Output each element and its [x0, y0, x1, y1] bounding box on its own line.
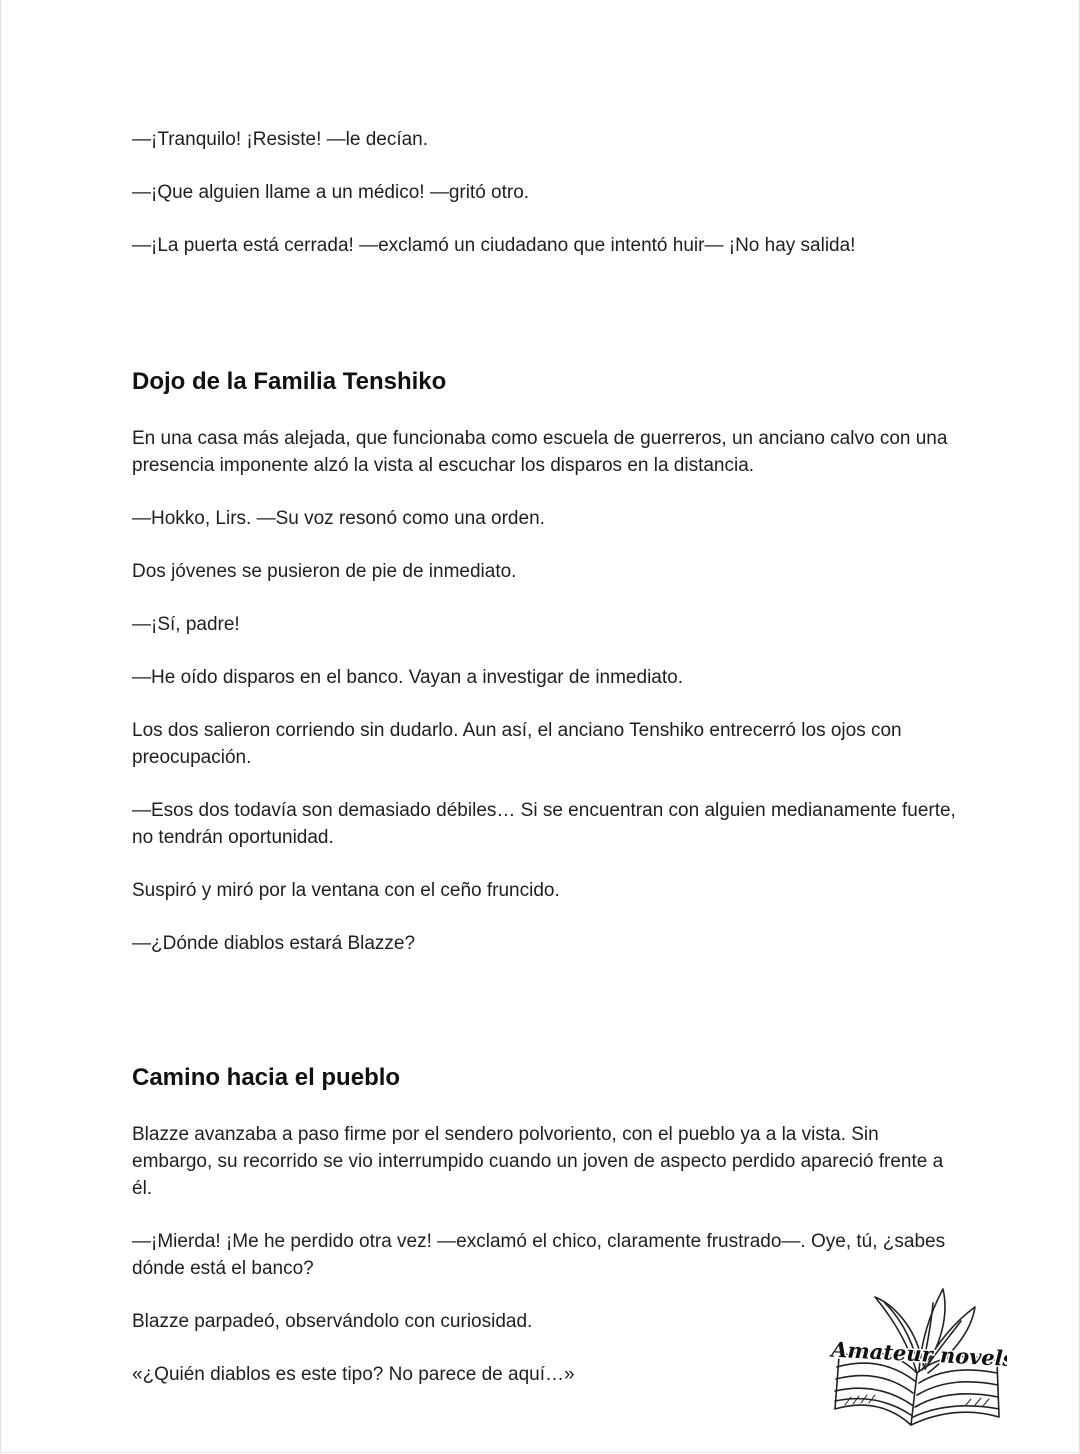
section-heading-camino: Camino hacia el pueblo	[132, 1064, 401, 1091]
paragraph: Los dos salieron corriendo sin dudarlo. Aun así, el anciano Tenshiko entrecerró los ojos con preocupación.	[132, 720, 902, 768]
paragraph: Blazze avanzaba a paso firme por el sendero polvoriento, con el pueblo ya a la vista. Sin embargo, su recorrido se vio interrumpido cuando un joven de aspecto perdido apareció frente a él.	[132, 1124, 944, 1199]
watermark-text: Amateur novels	[830, 1336, 1007, 1372]
paragraph: —¿Dónde diablos estará Blazze?	[132, 933, 416, 954]
paragraph: Dos jóvenes se pusieron de pie de inmediato.	[132, 561, 517, 582]
paragraph: —¡Que alguien llame a un médico! —gritó otro.	[132, 182, 530, 203]
watermark-logo	[825, 1277, 1007, 1437]
paragraph: —¡Sí, padre!	[132, 614, 240, 635]
paragraph: —¡Tranquilo! ¡Resiste! —le decían.	[132, 129, 429, 150]
open-book-icon	[825, 1277, 1007, 1437]
paragraph: En una casa más alejada, que funcionaba como escuela de guerreros, un anciano calvo con una presencia imponente alzó la vista al escuchar los disparos en la distancia.	[132, 428, 948, 476]
paragraph: Blazze parpadeó, observándolo con curiosidad.	[132, 1311, 533, 1332]
paragraph: Suspiró y miró por la ventana con el ceño fruncido.	[132, 880, 560, 901]
paragraph: —¡Mierda! ¡Me he perdido otra vez! —exclamó el chico, claramente frustrado—. Oye, tú, ¿sabes dónde está el banco?	[132, 1231, 946, 1279]
document-content	[132, 126, 962, 1414]
paragraph: —He oído disparos en el banco. Vayan a investigar de inmediato.	[132, 667, 683, 688]
paragraph: «¿Quién diablos es este tipo? No parece de aquí…»	[132, 1364, 575, 1385]
paragraph: —Hokko, Lirs. —Su voz resonó como una orden.	[132, 508, 545, 529]
paragraph: —Esos dos todavía son demasiado débiles… Si se encuentran con alguien medianamente fuerte, no tendrán oportunidad.	[132, 800, 956, 848]
paragraph: —¡La puerta está cerrada! —exclamó un ciudadano que intentó huir— ¡No hay salida!	[132, 235, 856, 256]
section-heading-dojo: Dojo de la Familia Tenshiko	[132, 368, 447, 395]
